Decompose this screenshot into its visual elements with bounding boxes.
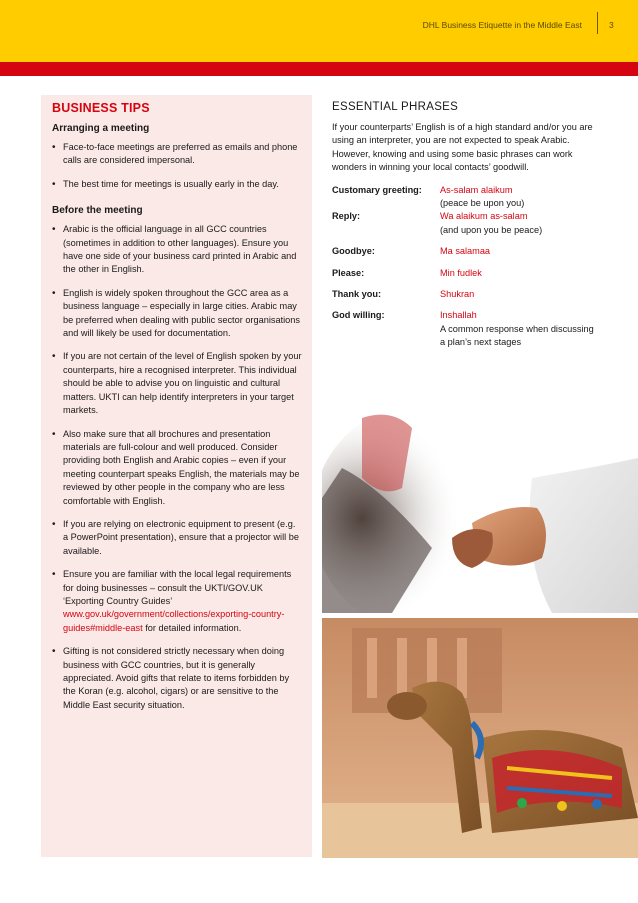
arranging-list (52, 141, 302, 191)
header-divider (597, 12, 598, 34)
list-item: • Face-to-face meetings are preferred as emails and phone calls are considered impersonal. (52, 141, 302, 168)
phrase-note: (and upon you be peace) (440, 224, 543, 235)
phrase-row-please (332, 267, 596, 280)
section-heading-before: Before the meeting (52, 205, 143, 217)
phrase-note: A common response when discussing a plan’s next stages (440, 323, 594, 348)
phrase-arabic: Shukran (440, 289, 475, 300)
list-item: • Gifting is not considered strictly necessary when doing business with GCC countries, but it is generally appreciated. Avoid gifts that relate to items forbidden by the Koran (e.g. alcohol, cigars) or are sensitive to the Middle East security situation. (52, 645, 302, 712)
phrase-arabic: Min fudlek (440, 267, 482, 278)
phrase-arabic: Wa alaikum as-salam (440, 211, 528, 222)
phrase-row-thank-you (332, 288, 596, 301)
essential-phrases-section (332, 101, 596, 358)
phrase-row-goodbye (332, 245, 596, 258)
phrase-arabic: Ma salamaa (440, 246, 491, 257)
legal-text-after: for detailed information. (142, 622, 242, 633)
phrase-label: Goodbye: (332, 246, 375, 257)
business-tips-title: BUSINESS TIPS (52, 101, 150, 115)
legal-text-before: Ensure you are familiar with the local legal requirements for doing businesses – consult the UKTI/GOV.UK ‘Exporting Country Guides’ (63, 569, 292, 606)
phrase-label: Customary greeting: (332, 184, 422, 195)
running-header-title: DHL Business Etiquette in the Middle East (422, 20, 582, 30)
phrase-arabic: As-salam alaikum (440, 184, 513, 195)
page-number: 3 (609, 20, 614, 30)
phrase-label: Please: (332, 267, 365, 278)
phrase-row-god-willing (332, 309, 596, 349)
phrase-label: Reply: (332, 211, 361, 222)
phrase-row-greeting (332, 184, 596, 211)
essential-phrases-title: ESSENTIAL PHRASES (332, 101, 459, 113)
header-yellow-band (0, 0, 638, 62)
list-item: • English is widely spoken throughout the GCC area as a business language – especially in large cities. Arabic may be preferred when dealing with public sector organisations and will likely be used for documentation. (52, 287, 302, 341)
handshake-photo (322, 408, 638, 613)
business-tips-panel (41, 95, 312, 857)
list-item-legal (52, 568, 302, 635)
list-item: • The best time for meetings is usually early in the day. (52, 178, 302, 191)
essential-phrases-intro: If your counterparts’ English is of a high standard and/or you are using an interpreter, you are not expected to speak Arabic. However, knowing and using some basic phrases can work wonders in winning your local contacts’ goodwill. (332, 122, 593, 173)
list-item: • Also make sure that all brochures and presentation materials are full-colour and well produced. Consider providing both English and Arabic copies – even if your meeting counterpart speaks English, the materials may be reviewed by other people in the company who are less comfortable with English. (52, 428, 302, 508)
phrase-value (440, 184, 596, 211)
phrase-arabic: Inshallah (440, 310, 477, 321)
camel-petra-photo (322, 618, 638, 858)
phrase-label: God willing: (332, 310, 385, 321)
section-heading-arranging: Arranging a meeting (52, 123, 150, 134)
before-meeting-list (52, 223, 302, 712)
phrase-value (440, 309, 596, 349)
country-guides-link[interactable]: www.gov.uk/government/collections/exporting-country-guides#middle-east (63, 609, 285, 633)
phrase-value (440, 210, 596, 237)
list-item: • If you are not certain of the level of English spoken by your counterparts, hire a recognised interpreter. This individual should be able to advise you on linguistic and cultural matters. UKTI can help identify interpreters in your target markets. (52, 350, 302, 417)
phrase-note: (peace be upon you) (440, 198, 525, 209)
list-item: • If you are relying on electronic equipment to present (e.g. a PowerPoint presentation), ensure that a projector will be available. (52, 518, 302, 558)
phrase-row-reply (332, 210, 596, 237)
list-item: • Arabic is the official language in all GCC countries (sometimes in addition to other languages). Ensure you have one side of your business card printed in Arabic and the other in English. (52, 223, 302, 277)
header-red-band (0, 62, 638, 76)
phrase-label: Thank you: (332, 289, 382, 300)
